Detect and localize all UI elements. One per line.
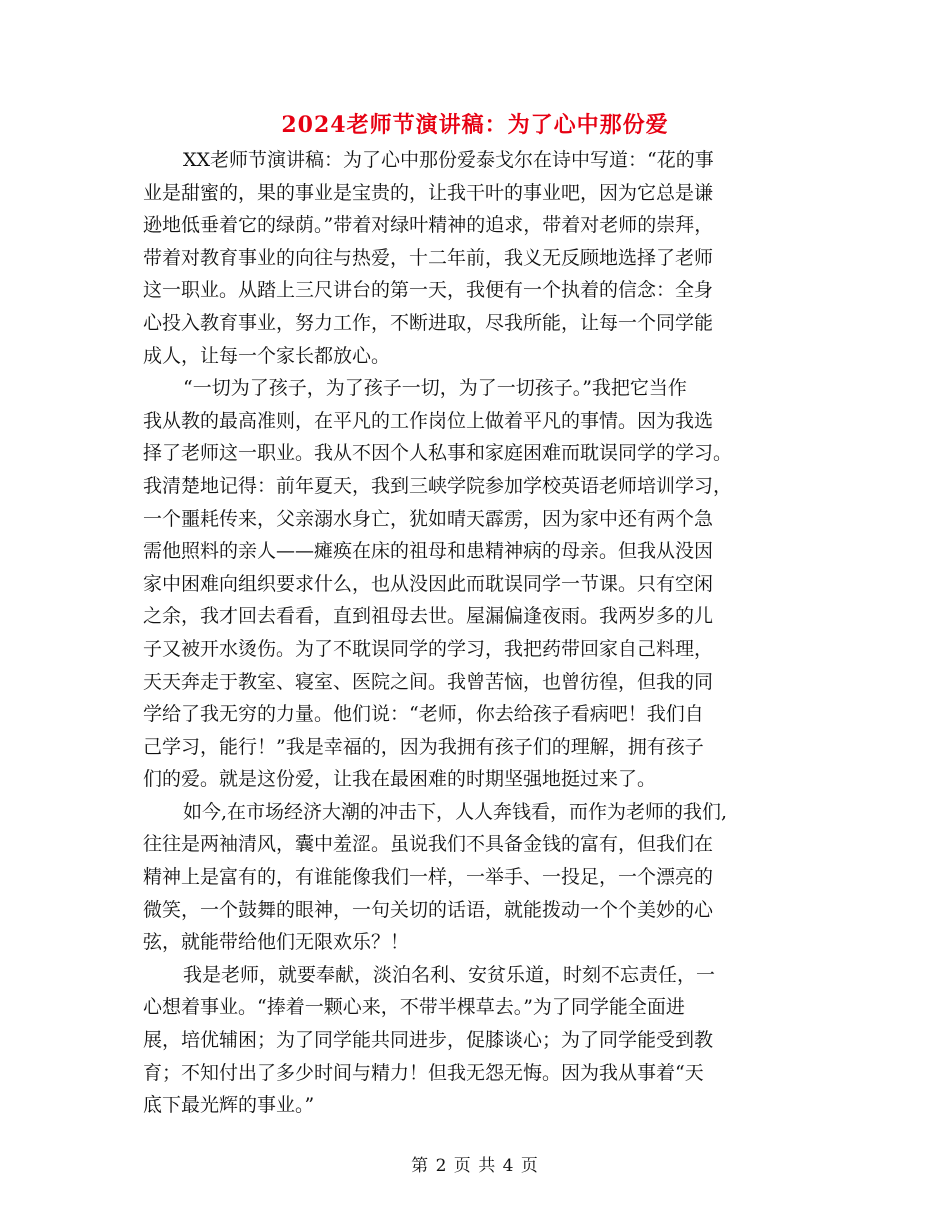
text-line: 们的爱。就是这份爱，让我在最困难的时期坚强地挺过来了。	[143, 768, 657, 791]
text-line: 往往是两袖清风，囊中羞涩。虽说我们不具备金钱的富有，但我们在	[143, 833, 714, 856]
text-line: 择了老师这一职业。我从不因个人私事和家庭困难而耽误同学的学习。	[143, 442, 733, 465]
paragraph-1	[143, 144, 811, 372]
text-line: 家中困难向组织要求什么，也从没因此而耽误同学一节课。只有空闲	[143, 572, 714, 595]
text-line: 心想着事业。“捧着一颗心来，不带半棵草去。”为了同学能全面进	[143, 996, 685, 1019]
paragraph-3	[143, 796, 811, 959]
text-line: 这一职业。从踏上三尺讲台的第一天，我便有一个执着的信念：全身	[143, 279, 714, 302]
text-line: 底下最光辉的事业。”	[143, 1094, 315, 1117]
text-line: 我是老师，就要奉献，淡泊名利、安贫乐道，时刻不忘责任，一	[183, 963, 716, 986]
text-line: 业是甜蜜的，果的事业是宝贵的，让我干叶的事业吧，因为它总是谦	[143, 181, 714, 204]
paragraph-4	[143, 959, 811, 1122]
text-line: 学给了我无穷的力量。他们说：“老师，你去给孩子看病吧！我们自	[143, 703, 704, 726]
document-title: 2024老师节演讲稿：为了心中那份爱	[281, 112, 669, 138]
text-line: 我从教的最高准则，在平凡的工作岗位上做着平凡的事情。因为我选	[143, 409, 714, 432]
text-line: 精神上是富有的，有谁能像我们一样，一举手、一投足，一个漂亮的	[143, 866, 714, 889]
text-line: 逊地低垂着它的绿荫。”带着对绿叶精神的追求，带着对老师的崇拜，	[143, 214, 714, 237]
text-line: 之余，我才回去看看，直到祖母去世。屋漏偏逢夜雨。我两岁多的儿	[143, 605, 714, 628]
text-line: XX老师节演讲稿：为了心中那份爱泰戈尔在诗中写道：“花的事	[183, 149, 714, 171]
text-line: 心投入教育事业，努力工作，不断进取，尽我所能，让每一个同学能	[143, 311, 714, 334]
text-line: 微笑，一个鼓舞的眼神，一句关切的话语，就能拨动一个个美妙的心	[143, 898, 714, 921]
text-line: 天天奔走于教室、寝室、医院之间。我曾苦恼，也曾彷徨，但我的同	[143, 670, 714, 693]
text-line: 需他照料的亲人——瘫痪在床的祖母和患精神病的母亲。但我从没因	[143, 540, 714, 563]
text-line: 己学习，能行！”我是幸福的，因为我拥有孩子们的理解，拥有孩子	[143, 735, 704, 758]
page-number-footer: 第 2 页 共 4 页	[411, 1156, 539, 1176]
document-body	[143, 144, 811, 1122]
text-line: 如今,在市场经济大潮的冲击下，人人奔钱看，而作为老师的我们,	[183, 800, 728, 823]
text-line: 一个噩耗传来，父亲溺水身亡，犹如晴天霹雳，因为家中还有两个急	[143, 507, 714, 530]
text-line: 弦，就能带给他们无限欢乐？！	[143, 931, 410, 954]
text-line: “一切为了孩子，为了孩子一切，为了一切孩子。”我把它当作	[183, 377, 687, 400]
text-line: 带着对教育事业的向往与热爱，十二年前，我义无反顾地选择了老师	[143, 246, 714, 269]
text-line: 我清楚地记得：前年夏天，我到三峡学院参加学校英语老师培训学习，	[143, 474, 733, 497]
paragraph-2	[143, 372, 811, 796]
text-line: 成人，让每一个家长都放心。	[143, 344, 391, 367]
text-line: 育；不知付出了多少时间与精力！但我无怨无悔。因为我从事着“天	[143, 1061, 704, 1084]
text-line: 展，培优辅困；为了同学能共同进步，促膝谈心；为了同学能受到教	[143, 1029, 714, 1052]
text-line: 子又被开水烫伤。为了不耽误同学的学习，我把药带回家自己料理，	[143, 637, 714, 660]
